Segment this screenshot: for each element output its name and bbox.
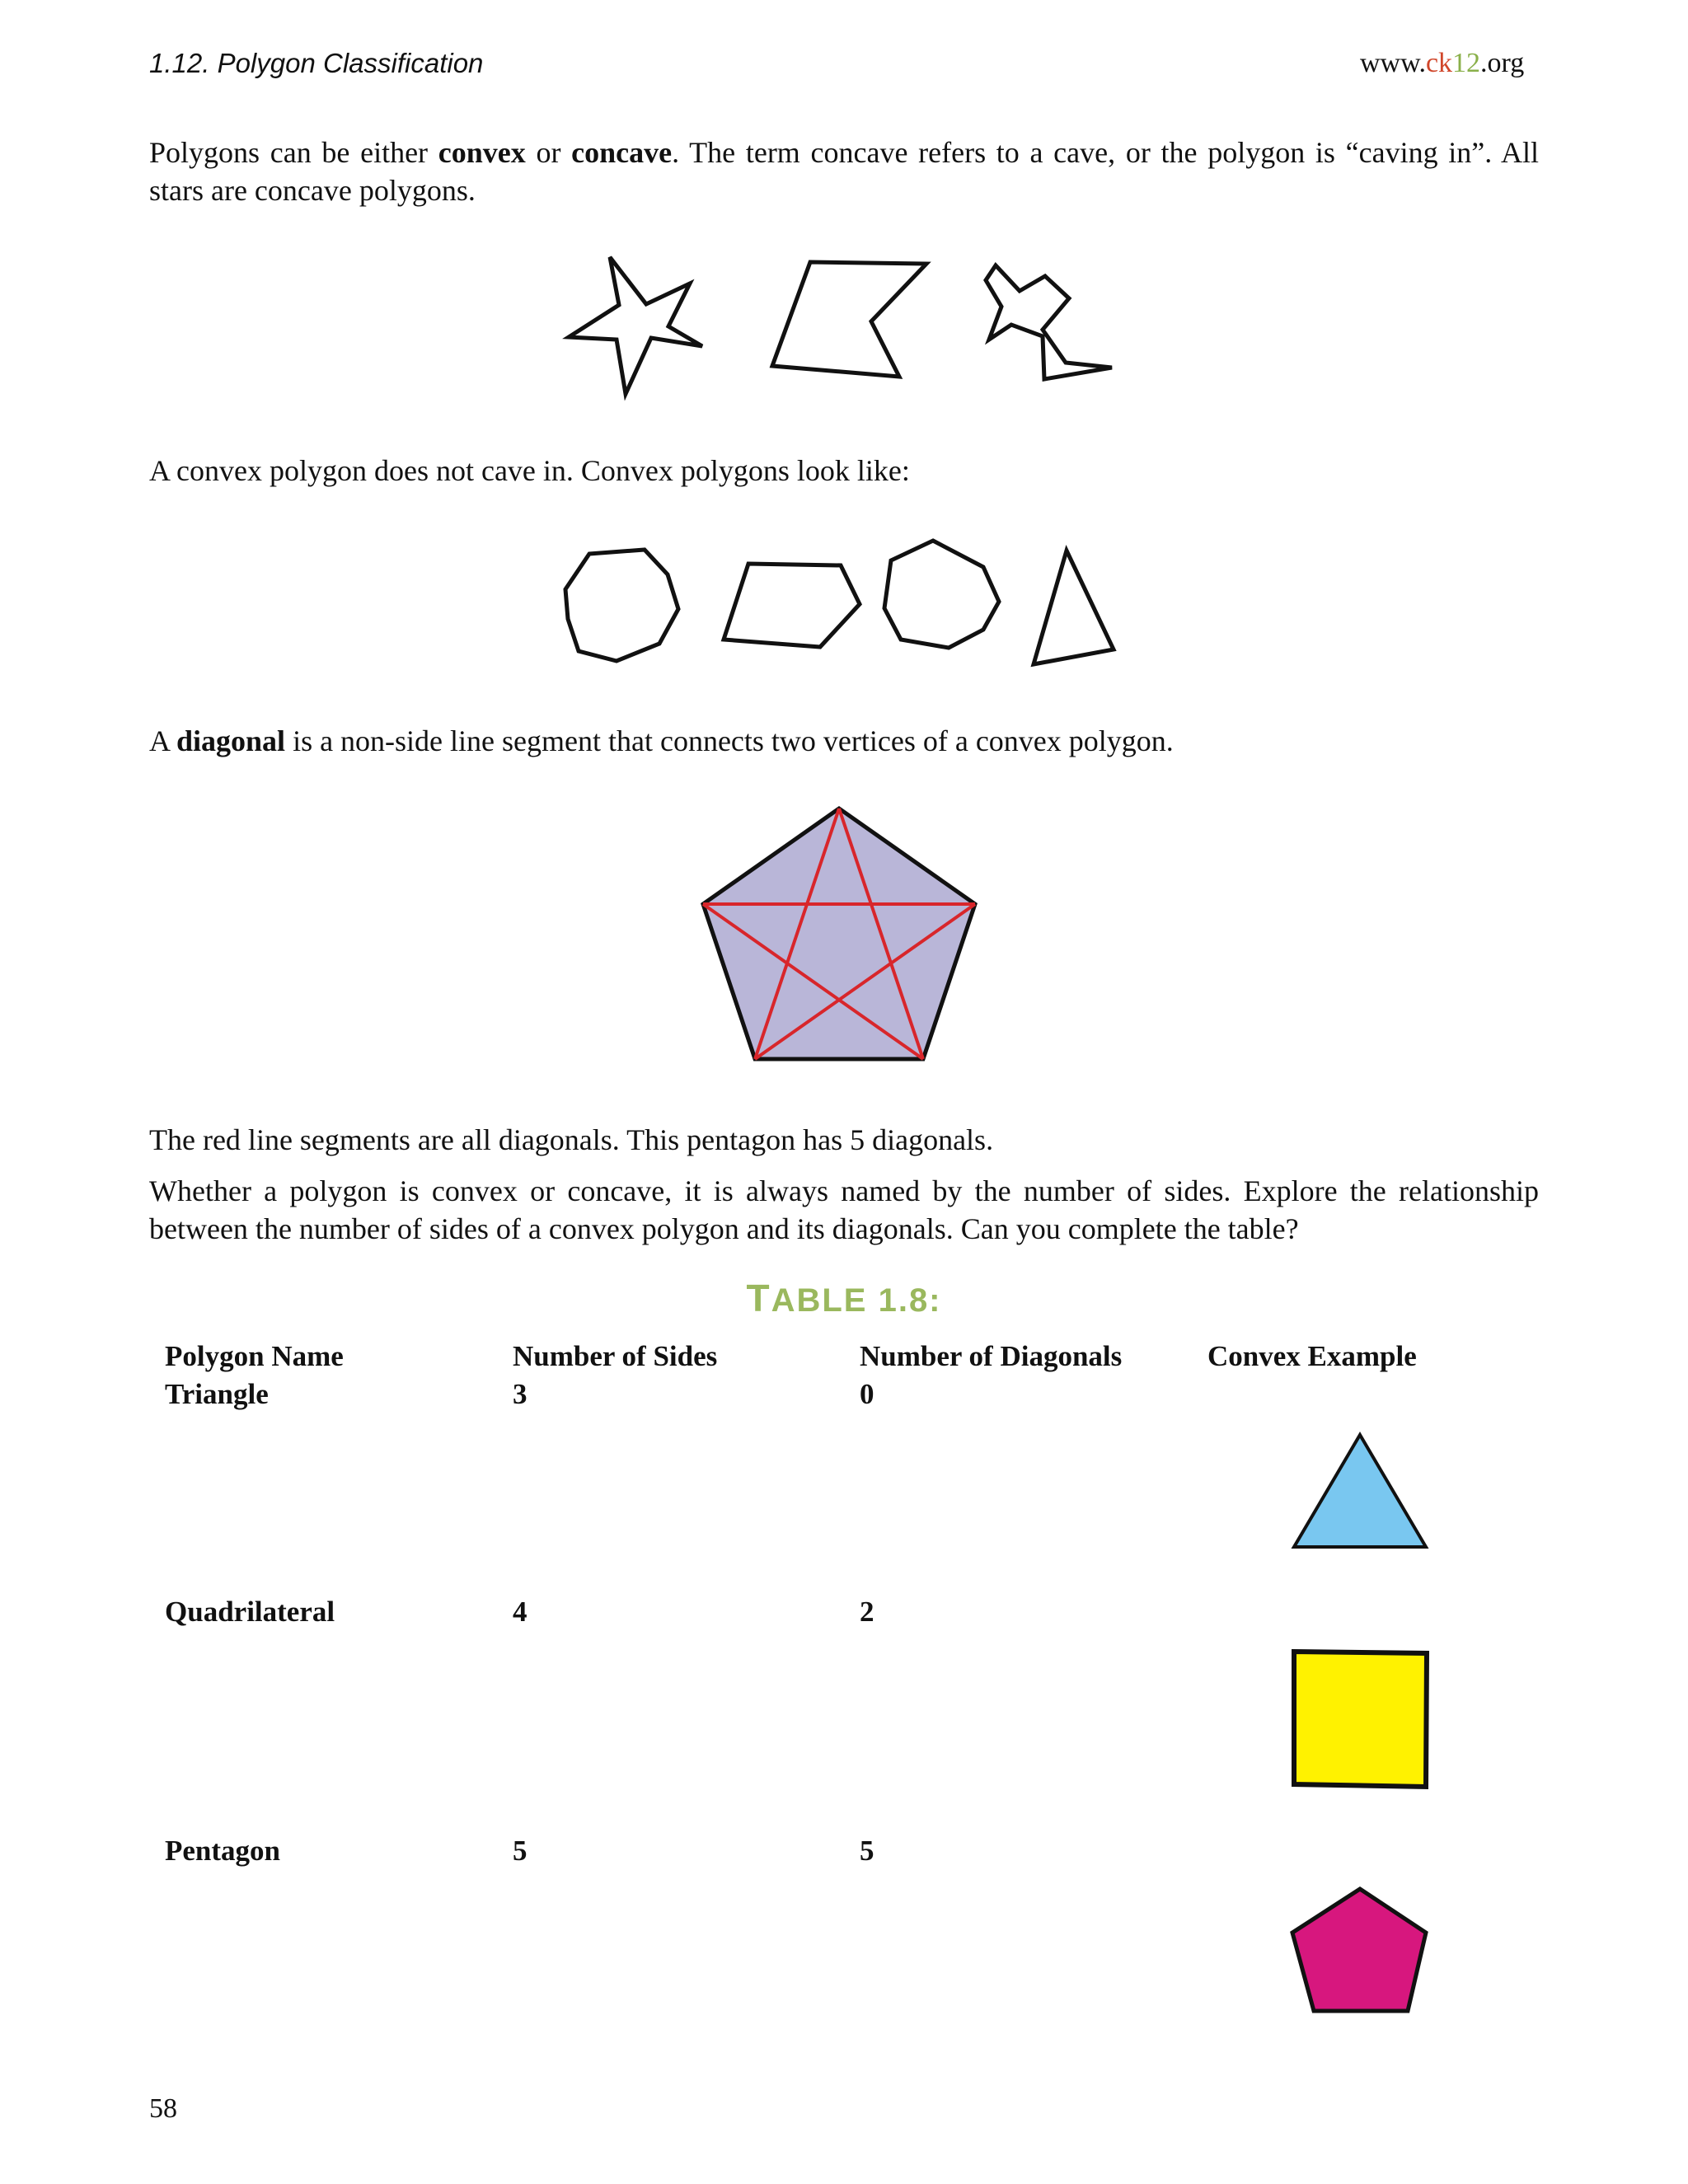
- pentagon-example-shape: [1292, 1889, 1426, 2011]
- url-prefix: www.: [1360, 48, 1426, 78]
- url-ck: ck: [1425, 48, 1453, 78]
- table-row-2-sides: 4: [513, 1596, 528, 1628]
- caption-rest: ABLE 1.8:: [771, 1282, 942, 1319]
- convex-polygons-figure: [544, 527, 1137, 676]
- convex-heptagon: [884, 541, 999, 648]
- diagonal-text-1: A: [149, 724, 177, 757]
- intro-text-1: Polygons can be either: [149, 136, 438, 169]
- url-12: 12: [1452, 48, 1481, 78]
- intro-paragraph: [149, 134, 1539, 209]
- running-header-section: 1.12. Polygon Classification: [149, 48, 484, 78]
- intro-text-3: . The term concave refers to a cave, or the polygon is “caving in”. All stars are concave polygons.: [149, 136, 1539, 207]
- concave-irregular: [986, 265, 1112, 379]
- table-header-number-of-diagonals: Number of Diagonals: [860, 1340, 1123, 1372]
- table-row-1-sides: 3: [513, 1378, 528, 1410]
- explore-paragraph: Whether a polygon is convex or concave, it is always named by the number of sides. Explore the relationship between the number of sides of a convex polygon and its diagonals. Can you complete the table?: [149, 1174, 1539, 1245]
- term-convex: convex: [438, 136, 526, 169]
- table-row-3-sides: 5: [513, 1835, 528, 1867]
- table-row-1-name: Triangle: [165, 1378, 269, 1410]
- table-header-number-of-sides: Number of Sides: [513, 1340, 718, 1372]
- concave-quadrilateral: [772, 262, 926, 377]
- table-row-3-diagonals: 5: [860, 1835, 874, 1867]
- table-row-2-diagonals: 2: [860, 1596, 874, 1628]
- diagonal-text-2: is a non-side line segment that connects two vertices of a convex polygon.: [285, 724, 1174, 757]
- url-suffix: .org: [1480, 48, 1525, 78]
- term-concave: concave: [571, 136, 673, 169]
- triangle-example: [1286, 1426, 1434, 1558]
- table-header-convex-example: Convex Example: [1207, 1340, 1417, 1372]
- diagonal-paragraph: [149, 722, 1539, 760]
- concave-polygons-figure: [544, 247, 1137, 412]
- table-header-polygon-name: Polygon Name: [165, 1340, 344, 1372]
- convex-pentagon-shape: [724, 564, 860, 647]
- caption-initial: T: [746, 1277, 771, 1319]
- convex-octagon: [565, 550, 678, 661]
- term-diagonal: diagonal: [176, 724, 286, 757]
- intro-text-2: or: [525, 136, 572, 169]
- convex-triangle-shape: [1034, 551, 1114, 664]
- square-example-shape: [1294, 1652, 1427, 1787]
- square-example: [1286, 1640, 1434, 1797]
- red-diagonals-paragraph: The red line segments are all diagonals. This pentagon has 5 diagonals.: [149, 1123, 994, 1156]
- table-row-1-diagonals: 0: [860, 1378, 874, 1410]
- pentagon-diagonals-figure: [692, 799, 989, 1071]
- table-row-3-name: Pentagon: [165, 1835, 280, 1867]
- triangle-example-shape: [1294, 1435, 1426, 1547]
- table-caption: [0, 1276, 1688, 1320]
- table-row-2-name: Quadrilateral: [165, 1596, 335, 1628]
- pentagon-example: [1286, 1879, 1434, 2019]
- page-number: 58: [149, 2093, 177, 2124]
- running-header-url[interactable]: [1360, 48, 1524, 79]
- concave-star: [569, 257, 702, 394]
- convex-paragraph: A convex polygon does not cave in. Convex polygons look like:: [149, 454, 910, 487]
